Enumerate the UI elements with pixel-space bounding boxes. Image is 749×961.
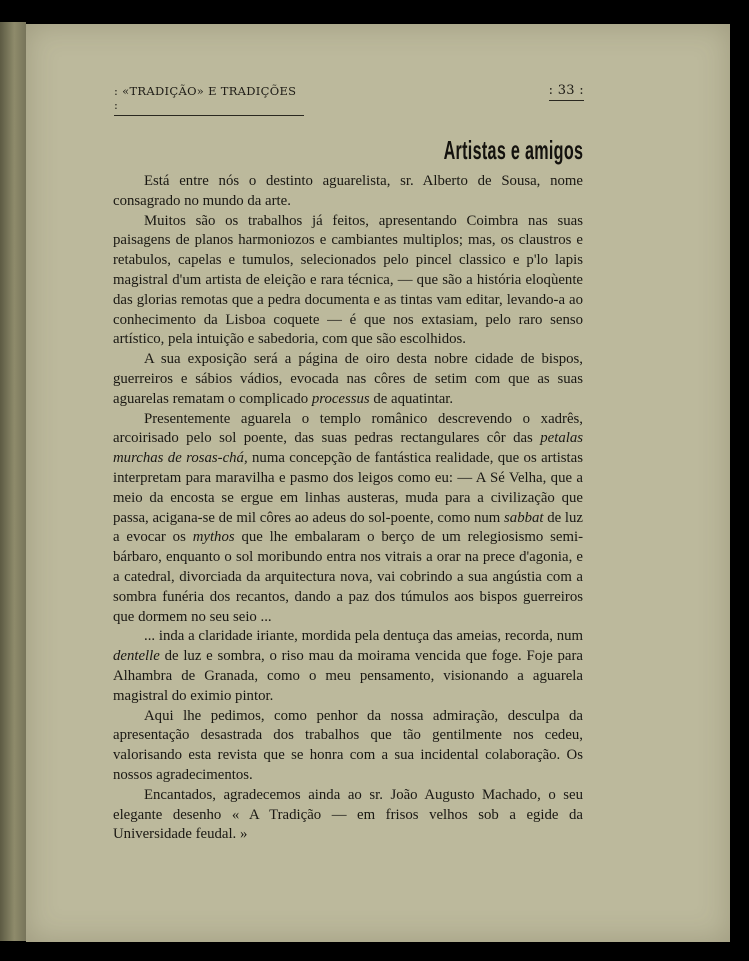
paragraph-5: ... inda a claridade iriante, mordida pela dentuça das ameias, recorda, num dentelle de luz e sombra, o riso mau da moirama vencida que foge. Foje para Alhambra de Granada, como o meu pensamento, visionando a aguarela magistral do eximio pintor. [113,628,583,704]
italic-term: mythos [192,529,235,546]
paragraph-1: Está entre nós o destinto aguarelista, sr. Alberto de Sousa, nome consagrado no mundo da arte. [113,173,583,209]
running-header [114,83,584,112]
article-body [113,172,583,845]
paragraph-6: Aqui lhe pedimos, como penhor da nossa admiração, desculpa da apresentação desastrada dos trabalhos que tão gentilmente nos cedeu, valorisando esta revista que se honra com a sua incidental colaboração. Os nossos agradecimentos. [113,707,583,783]
article-title: Artistas e amigos [443,135,583,165]
paragraph-7: Encantados, agradecemos ainda ao sr. João Augusto Machado, o seu elegante desenho « A Tradição — em frisos velhos sob a egide da Universidade feudal. » [113,786,583,843]
paragraph-3: A sua exposição será a página de oiro desta nobre cidade de bispos, guerreiros e sábios vádios, evocada nas côres de setim com que as suas aguarelas rematam o complicado processus de aquatintar. [113,351,583,407]
italic-term: sabbat [504,509,544,526]
paragraph-2: Muitos são os trabalhos já feitos, apresentando Coimbra nas suas paisagens de planos harmoniozos e cambiantes multiplos; mas, os claustros e retabulos, capelas e tumulos, selecionados pelo pincel classico e p'lo lapis magistral d'um artista de eleição e rara técnica, — que são a história eloqùente das glorias remotas que a pedra documenta e as tintas vam editar, levando-a ao conhecimento da Lisboa coquete — é que nos extasiam, pelo raro senso artístico, pela intuição e sabedoria, com que são escolhidos. [113,212,583,348]
page-number: : 33 : [549,83,584,101]
italic-term: processus [311,390,370,407]
running-title: : «TRADIÇÃO» E TRADIÇÕES : [114,84,304,116]
book-spine [0,22,26,941]
italic-term: petalas murchas de rosas-chá, [113,430,583,467]
italic-term: dentelle [113,648,160,665]
paragraph-4: Presentemente aguarela o templo românico descrevendo o xadrês, arcoirisado pelo sol poente, das suas pedras rectangulares côr das petalas murchas de rosas-chá, numa concepção de fantástica realidade, que os artistas interpretam para maravilha e pasmo dos leigos como eu: — A Sé Velha, que a meio da encosta se ergue em linhas austeras, muda para a civilização que passa, acigana-se de mil côres ao adeus do sol-poente, como num sabbat de luz a evocar os mythos que lhe embalaram o berço de um relegiosismo semi-bárbaro, enquanto o sol moribundo entra nos vitrais a orar na prece d'agonia, e a catedral, divorciada da arquitectura nova, vai cobrindo a sua angústia com a sombra funéria dos recantos, dando a paz dos túmulos aos bispos guerreiros que dormem no seu seio ... [113,410,583,625]
